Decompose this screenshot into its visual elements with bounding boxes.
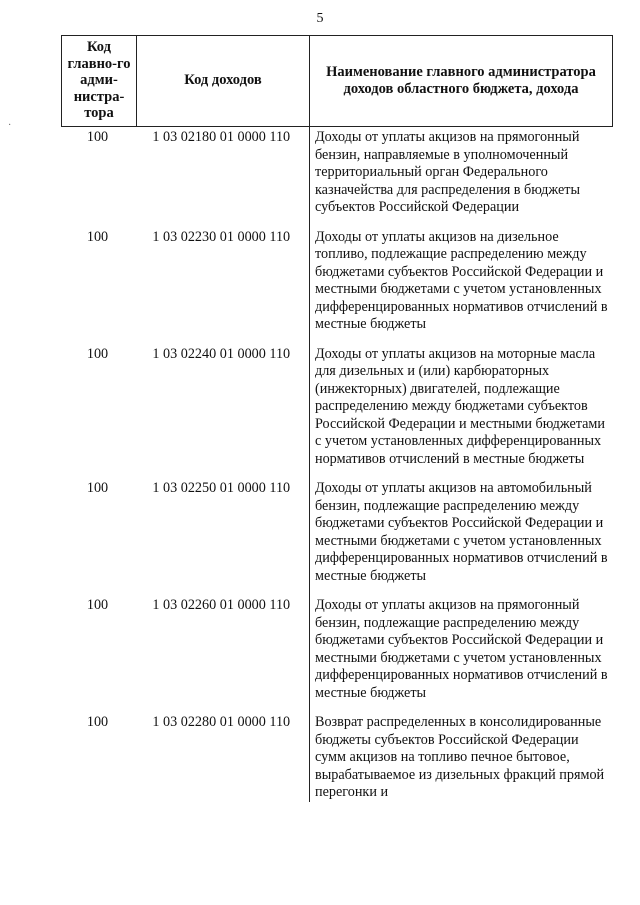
table-row <box>62 714 613 802</box>
admin-code-cell: 100 <box>86 597 109 613</box>
income-code-cell: 1 03 02250 01 0000 110 <box>137 480 310 597</box>
header-name: Наименование главного администратора доходов областного бюджета, дохода <box>310 36 613 127</box>
table-row <box>62 127 613 229</box>
income-name-cell: Доходы от уплаты акцизов на прямогонный бензин, направляемые в уполномоченный территориальный орган Федерального казначейства для распределения в бюджеты субъектов Российской Федерации <box>315 129 580 215</box>
admin-code-cell: 100 <box>86 129 109 145</box>
admin-code-cell: 100 <box>86 480 109 496</box>
table-row <box>62 346 613 481</box>
table-body <box>62 127 613 802</box>
page-number: 5 <box>316 11 324 26</box>
header-income-code: Код доходов <box>137 36 310 127</box>
income-code-cell: 1 03 02180 01 0000 110 <box>137 127 310 229</box>
income-code-cell: 1 03 02230 01 0000 110 <box>137 229 310 346</box>
income-name-cell: Доходы от уплаты акцизов на прямогонный бензин, подлежащие распределению между бюджетами субъектов Российской Федерации и местными бюджетами с учетом установленных дифференцированных нормативов отчислений в местные бюджеты <box>315 597 608 701</box>
header-row <box>62 36 613 127</box>
income-code-cell: 1 03 02280 01 0000 110 <box>137 714 310 802</box>
table-header <box>62 36 613 127</box>
header-admin-code: Код главно-го адми-нистра-тора <box>62 36 137 127</box>
admin-code-cell: 100 <box>86 228 109 245</box>
table-row <box>62 229 613 346</box>
admin-code-cell: 100 <box>86 714 109 730</box>
income-codes-table <box>61 35 613 802</box>
income-name-cell: Доходы от уплаты акцизов на дизельное топливо, подлежащие распределению между бюджетами субъектов Российской Федерации и местными бюджетами с учетом установленных дифференцированных нормативов отчислений в местные бюджеты <box>315 228 608 332</box>
admin-code-cell: 100 <box>86 345 109 362</box>
margin-mark: · <box>8 120 12 131</box>
table-row <box>62 597 613 714</box>
income-name-cell: Возврат распределенных в консолидированные бюджеты субъектов Российской Федерации сумм акцизов на топливо печное бытовое, вырабатываемое из дизельных фракций прямой перегонки и <box>315 714 605 800</box>
income-name-cell: Доходы от уплаты акцизов на автомобильный бензин, подлежащие распределению между бюджетами субъектов Российской Федерации и местными бюджетами с учетом установленных дифференцированных нормативов отчислений в местные бюджеты <box>315 480 608 584</box>
income-code-cell: 1 03 02240 01 0000 110 <box>137 346 310 481</box>
income-code-cell: 1 03 02260 01 0000 110 <box>137 597 310 714</box>
income-name-cell: Доходы от уплаты акцизов на моторные масла для дизельных и (или) карбюраторных (инжекторных) двигателей, подлежащие распределению между бюджетами субъектов Российской Федерации и местными бюджетами с учетом установленных дифференцированных нормативов отчислений в местные бюджеты <box>315 345 605 467</box>
table-row <box>62 480 613 597</box>
